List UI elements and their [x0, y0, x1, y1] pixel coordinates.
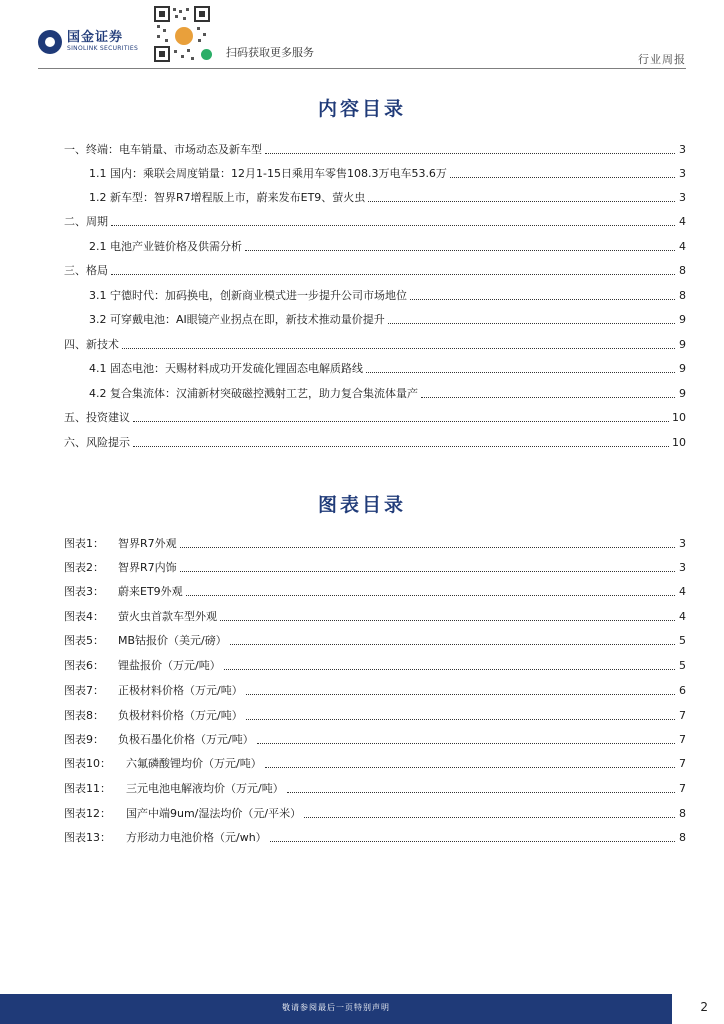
wechat-icon [201, 49, 212, 60]
figure-entry-page: 5 [679, 659, 686, 672]
toc-entry-page: 10 [672, 436, 686, 449]
toc-entry[interactable] [89, 165, 686, 181]
toc-dot-leader [450, 177, 675, 178]
toc-entry-text: 五、投资建议 [64, 411, 130, 424]
figure-entry-label: 图表6： [64, 659, 104, 672]
figure-entry-label: 图表10： [64, 757, 111, 770]
figure-entry-label: 图表1： [64, 537, 104, 550]
toc-dot-leader [111, 225, 675, 226]
toc-entry-text: 4.1 固态电池：天赐材料成功开发硫化锂固态电解质路线 [89, 362, 363, 375]
toc-dot-leader [245, 250, 675, 251]
toc-entry-page: 3 [679, 191, 686, 204]
figure-entry-text: 三元电池电解液均价（万元/吨） [126, 782, 284, 795]
toc-dot-leader [368, 201, 675, 202]
figure-entry-text: 方形动力电池价格（元/wh） [126, 831, 267, 844]
toc-entry[interactable] [64, 434, 686, 450]
figure-entry-text: 萤火虫首款车型外观 [118, 610, 217, 623]
toc-entry-text: 2.1 电池产业链价格及供需分析 [89, 240, 242, 253]
figure-entry-label: 图表5： [64, 634, 104, 647]
toc-entry[interactable] [89, 385, 686, 401]
figure-entry-label: 图表13： [64, 831, 111, 844]
toc-entry-page: 9 [679, 313, 686, 326]
figure-entry-page: 5 [679, 634, 686, 647]
figure-entry-text: 智界R7内饰 [118, 561, 177, 574]
toc-dot-leader [246, 694, 675, 695]
figure-entry[interactable] [64, 583, 686, 599]
toc-entry-page: 9 [679, 338, 686, 351]
toc-entry[interactable] [89, 287, 686, 303]
figure-entry-text: 正极材料价格（万元/吨） [118, 684, 243, 697]
toc-entry-page: 8 [679, 289, 686, 302]
toc-dot-leader [133, 421, 669, 422]
figure-entry-label: 图表12： [64, 807, 111, 820]
logo-cn-text: 国金证券 [67, 30, 124, 45]
page-number: 2 [700, 1000, 708, 1014]
toc-entry[interactable] [64, 409, 686, 425]
toc-dot-leader [257, 743, 675, 744]
figure-entry-page: 3 [679, 537, 686, 550]
figure-entry[interactable] [64, 608, 686, 624]
figures-title: 图表目录 [317, 494, 406, 516]
figure-entry[interactable] [64, 657, 686, 673]
figure-entry-label: 图表11： [64, 782, 111, 795]
figure-entry[interactable] [64, 535, 686, 551]
figure-entry-page: 7 [679, 757, 686, 770]
toc-entry[interactable] [89, 311, 686, 327]
figure-entry-text: 锂盐报价（万元/吨） [118, 659, 221, 672]
toc-dot-leader [410, 299, 675, 300]
toc-entry[interactable] [64, 262, 686, 278]
toc-dot-leader [265, 153, 675, 154]
toc-entry-page: 10 [672, 411, 686, 424]
toc-dot-leader [388, 323, 675, 324]
figure-entry-label: 图表3： [64, 585, 104, 598]
toc-entry-page: 8 [679, 264, 686, 277]
document-type-label: 行业周报 [638, 53, 686, 66]
figure-entry-label: 图表7： [64, 684, 104, 697]
figure-entry-page: 7 [679, 733, 686, 746]
toc-dot-leader [287, 792, 675, 793]
toc-entry-text: 一、终端：电车销量、市场动态及新车型 [64, 143, 262, 156]
toc-dot-leader [304, 817, 675, 818]
toc-dot-leader [220, 620, 675, 621]
toc-entry-text: 3.1 宁德时代：加码换电，创新商业模式进一步提升公司市场地位 [89, 289, 407, 302]
toc-entry[interactable] [89, 189, 686, 205]
footer-bar [0, 994, 672, 1024]
figure-entry-page: 3 [679, 561, 686, 574]
logo-en-text: SINOLINK SECURITIES [67, 45, 139, 52]
toc-dot-leader [230, 644, 675, 645]
toc-entry-page: 3 [679, 167, 686, 180]
toc-entry[interactable] [64, 213, 686, 229]
toc-dot-leader [122, 348, 675, 349]
figure-entry[interactable] [64, 682, 686, 698]
toc-dot-leader [186, 595, 675, 596]
figure-entry-text: 智界R7外观 [118, 537, 177, 550]
toc-entry-page: 4 [679, 240, 686, 253]
figure-entry-label: 图表4： [64, 610, 104, 623]
toc-title: 内容目录 [317, 98, 406, 120]
footer-disclaimer: 敬请参阅最后一页特别声明 [282, 1003, 390, 1012]
toc-entry-text: 3.2 可穿戴电池：AI眼镜产业拐点在即，新技术推动量价提升 [89, 313, 385, 326]
figure-entry-text: 六氟磷酸锂均价（万元/吨） [126, 757, 262, 770]
toc-dot-leader [224, 669, 675, 670]
figure-entry[interactable] [64, 731, 686, 747]
figure-entry-page: 4 [679, 585, 686, 598]
figure-entry[interactable] [64, 707, 686, 723]
toc-dot-leader [366, 372, 675, 373]
figure-entry[interactable] [64, 829, 686, 845]
page-header [0, 0, 724, 70]
figure-entry-label: 图表9： [64, 733, 104, 746]
toc-entry[interactable] [64, 336, 686, 352]
qr-caption: 扫码获取更多服务 [226, 46, 314, 59]
toc-entry-text: 三、格局 [64, 264, 108, 277]
toc-dot-leader [265, 767, 675, 768]
toc-entry[interactable] [64, 141, 686, 157]
toc-dot-leader [180, 547, 675, 548]
figure-entry-page: 7 [679, 709, 686, 722]
toc-dot-leader [111, 274, 675, 275]
figure-entry-page: 6 [679, 684, 686, 697]
toc-dot-leader [421, 397, 675, 398]
figure-entry-text: MB钴报价（美元/磅） [118, 634, 227, 647]
figure-entry[interactable] [64, 805, 686, 821]
header-divider [38, 68, 686, 69]
toc-entry[interactable] [89, 360, 686, 376]
toc-entry-page: 4 [679, 215, 686, 228]
company-logo [38, 30, 138, 54]
toc-entry-text: 四、新技术 [64, 338, 119, 351]
figure-entry[interactable] [64, 780, 686, 796]
qr-code-icon [153, 5, 211, 63]
toc-entry-text: 1.2 新车型：智界R7增程版上市，蔚来发布ET9、萤火虫 [89, 191, 366, 204]
toc-entry-page: 9 [679, 362, 686, 375]
figure-entry-page: 8 [679, 807, 686, 820]
toc-dot-leader [133, 446, 669, 447]
toc-entry-page: 9 [679, 387, 686, 400]
toc-dot-leader [246, 719, 675, 720]
figure-entry-text: 负极材料价格（万元/吨） [118, 709, 243, 722]
figure-entry-text: 蔚来ET9外观 [118, 585, 183, 598]
figure-entry[interactable] [64, 559, 686, 575]
figure-entry-label: 图表2： [64, 561, 104, 574]
figure-entry-page: 4 [679, 610, 686, 623]
qr-seal-icon [173, 25, 195, 47]
figure-entry-text: 国产中端9um/湿法均价（元/平米） [126, 807, 302, 820]
toc-dot-leader [270, 841, 675, 842]
toc-entry-text: 二、周期 [64, 215, 108, 228]
toc-dot-leader [180, 571, 675, 572]
toc-entry-text: 1.1 国内：乘联会周度销量：12月1-15日乘用车零售108.3万电车53.6万 [89, 167, 447, 180]
toc-entry-page: 3 [679, 143, 686, 156]
logo-mark-icon [38, 30, 62, 54]
figure-entry[interactable] [64, 632, 686, 648]
figure-entry[interactable] [64, 755, 686, 771]
figure-entry-page: 8 [679, 831, 686, 844]
figure-entry-text: 负极石墨化价格（万元/吨） [118, 733, 254, 746]
toc-entry-text: 六、风险提示 [64, 436, 130, 449]
toc-entry[interactable] [89, 238, 686, 254]
figure-entry-page: 7 [679, 782, 686, 795]
figure-entry-label: 图表8： [64, 709, 104, 722]
toc-entry-text: 4.2 复合集流体：汉浦新材突破磁控溅射工艺，助力复合集流体量产 [89, 387, 418, 400]
